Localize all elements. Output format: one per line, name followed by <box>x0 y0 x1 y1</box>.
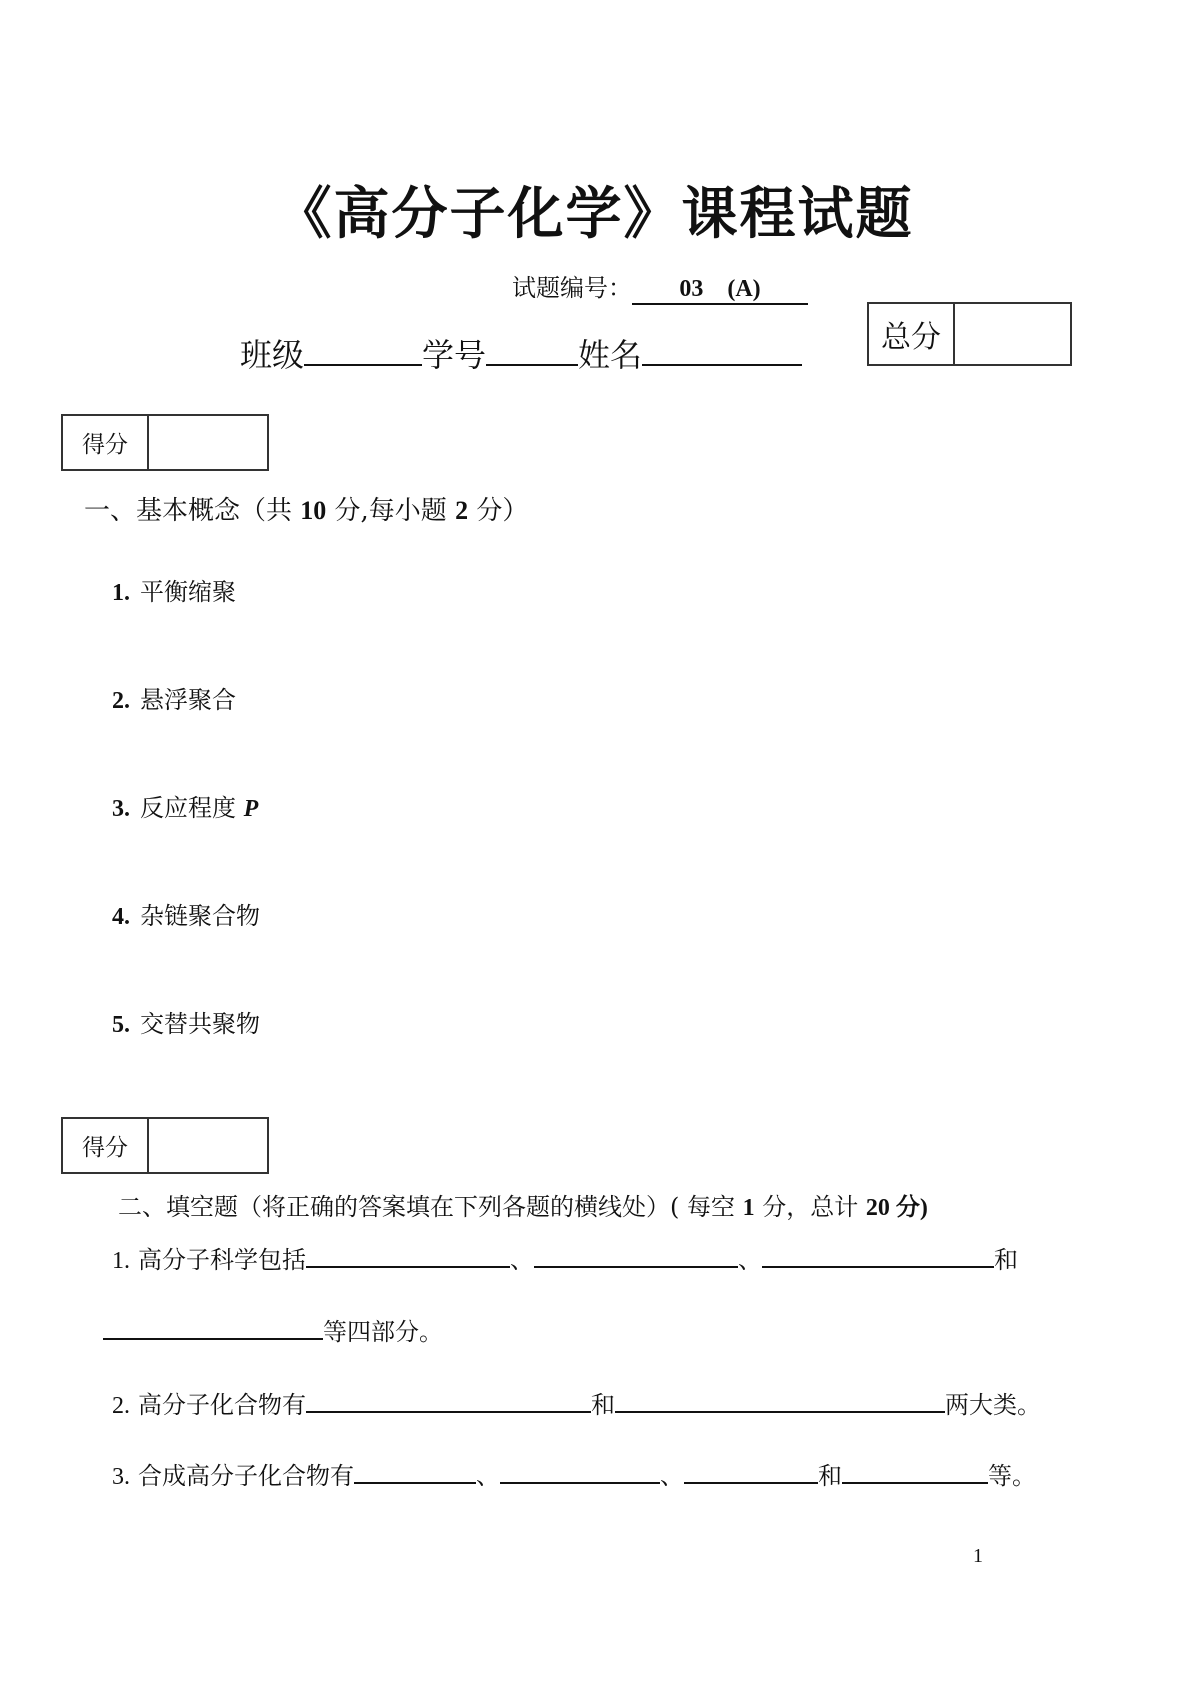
item-text: 悬浮聚合 <box>140 686 236 714</box>
section1-title-pre: 一、基本概念（共 <box>84 496 301 526</box>
item-text: 杂链聚合物 <box>140 902 260 930</box>
item-number: 1. <box>112 580 130 606</box>
question-tail: 等四部分。 <box>323 1318 443 1346</box>
item-number: 5. <box>112 1012 130 1038</box>
item-text: 反应程度 <box>140 794 244 822</box>
section2-total-points: 20 <box>865 1195 890 1221</box>
answer-blank[interactable] <box>842 1481 988 1484</box>
answer-blank[interactable] <box>306 1410 591 1413</box>
exam-number <box>512 268 808 305</box>
question-number: 3. <box>112 1464 130 1490</box>
conjunction: 和 <box>591 1391 615 1419</box>
section2-score-field[interactable] <box>149 1119 267 1172</box>
exam-number-label: 试题编号： <box>512 274 632 302</box>
concept-item <box>112 680 236 715</box>
class-label: 班级 <box>240 336 305 374</box>
answer-blank[interactable] <box>103 1337 323 1340</box>
section2-score-label: 得分 <box>63 1119 149 1172</box>
student-info-line <box>240 330 802 376</box>
answer-blank[interactable] <box>306 1265 510 1268</box>
question-tail: 等。 <box>988 1462 1036 1490</box>
section2-title <box>118 1187 928 1222</box>
section1-item-points: 2 <box>455 496 469 525</box>
student-id-label: 学号 <box>422 336 487 374</box>
fill-question-3 <box>112 1456 1036 1491</box>
concept-item <box>112 572 236 607</box>
question-lead: 高分子科学包括 <box>138 1246 306 1274</box>
section1-score-box <box>61 414 269 471</box>
section2-title-pre: 二、填空题（将正确的答案填在下列各题的横线处）( 每空 <box>118 1193 743 1221</box>
separator: 、 <box>738 1246 762 1274</box>
answer-blank[interactable] <box>762 1265 994 1268</box>
item-text: 交替共聚物 <box>140 1010 260 1038</box>
name-label: 姓名 <box>578 336 643 374</box>
section2-score-box <box>61 1117 269 1174</box>
answer-blank[interactable] <box>534 1265 738 1268</box>
total-score-field[interactable] <box>955 304 1070 364</box>
item-number: 2. <box>112 688 130 714</box>
section1-score-field[interactable] <box>149 416 267 469</box>
section1-score-label: 得分 <box>63 416 149 469</box>
page-title: 《高分子化学》课程试题 <box>275 182 914 247</box>
section1-title-post: 分） <box>468 496 529 526</box>
question-tail: 两大类。 <box>945 1391 1041 1419</box>
total-score-box <box>867 302 1072 366</box>
item-number: 3. <box>112 796 130 822</box>
section2-title-post: 分) <box>889 1195 928 1221</box>
concept-item <box>112 896 260 931</box>
fill-question-1 <box>112 1240 1018 1275</box>
name-blank[interactable] <box>642 363 802 366</box>
section1-total-points: 10 <box>300 496 327 525</box>
section2-title-mid: 分，总计 <box>754 1193 866 1221</box>
separator: 、 <box>660 1462 684 1490</box>
class-blank[interactable] <box>304 363 422 366</box>
section2-blank-points: 1 <box>742 1195 755 1221</box>
student-id-blank[interactable] <box>486 363 578 366</box>
fill-question-1-continued <box>103 1312 443 1347</box>
section1-title <box>84 490 528 527</box>
answer-blank[interactable] <box>615 1410 945 1413</box>
page-number: 1 <box>973 1545 983 1567</box>
question-number: 1. <box>112 1248 130 1274</box>
separator: 、 <box>510 1246 534 1274</box>
concept-item <box>112 1004 260 1039</box>
item-number: 4. <box>112 904 130 930</box>
fill-question-2 <box>112 1385 1041 1420</box>
item-text: 平衡缩聚 <box>140 578 236 606</box>
conjunction: 和 <box>818 1462 842 1490</box>
concept-item <box>112 788 258 823</box>
question-lead: 合成高分子化合物有 <box>138 1462 354 1490</box>
item-symbol: P <box>243 796 259 822</box>
question-lead: 高分子化合物有 <box>138 1391 306 1419</box>
question-number: 2. <box>112 1393 130 1419</box>
exam-number-value: 03 (A) <box>632 268 808 305</box>
conjunction: 和 <box>994 1246 1018 1274</box>
section1-title-mid: 分,每小题 <box>326 496 456 526</box>
answer-blank[interactable] <box>354 1481 476 1484</box>
separator: 、 <box>476 1462 500 1490</box>
answer-blank[interactable] <box>500 1481 660 1484</box>
total-score-label: 总分 <box>869 304 955 364</box>
answer-blank[interactable] <box>684 1481 818 1484</box>
